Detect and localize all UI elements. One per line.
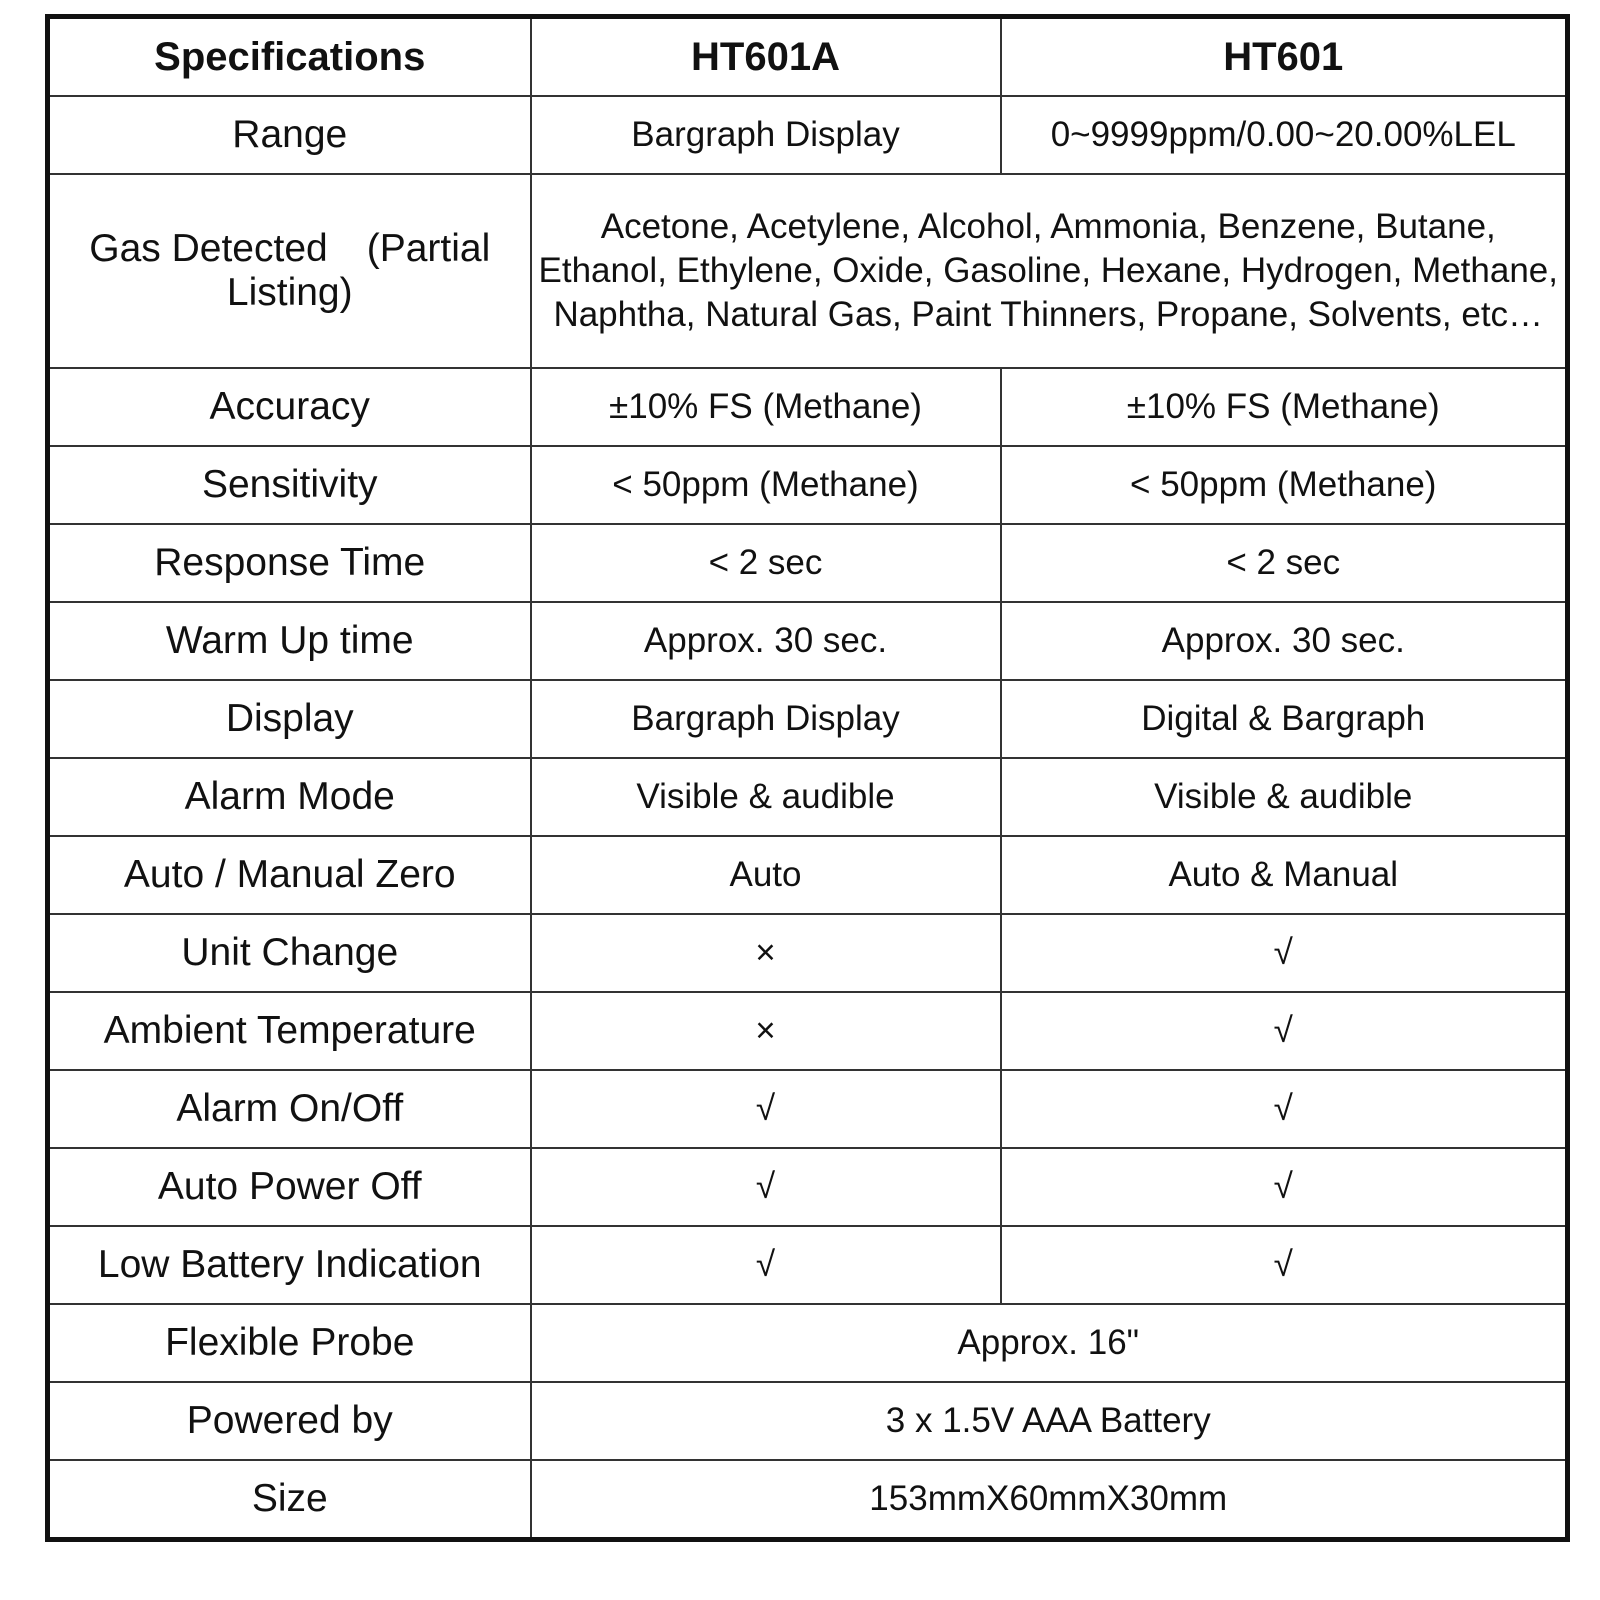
alarm-mode-ht601: Visible & audible (1001, 758, 1568, 836)
row-label-low-battery-indication: Low Battery Indication (48, 1226, 531, 1304)
ambient-temperature-ht601a-cross-icon: × (531, 992, 1001, 1070)
row-label-powered-by: Powered by (48, 1382, 531, 1460)
alarm-on-off-ht601a-check-icon: √ (531, 1070, 1001, 1148)
table-row-ambient-temperature (48, 992, 1568, 1070)
row-label-gas-detected: Gas Detected (Partial Listing) (48, 174, 531, 368)
row-label-flexible-probe: Flexible Probe (48, 1304, 531, 1382)
row-label-sensitivity: Sensitivity (48, 446, 531, 524)
range-ht601a: Bargraph Display (531, 96, 1001, 174)
row-label-size: Size (48, 1460, 531, 1540)
sensitivity-ht601: < 50ppm (Methane) (1001, 446, 1568, 524)
specifications-table (45, 14, 1570, 1542)
table-row-size (48, 1460, 1568, 1540)
range-ht601: 0~9999ppm/0.00~20.00%LEL (1001, 96, 1568, 174)
unit-change-ht601a-cross-icon: × (531, 914, 1001, 992)
table-row-response-time (48, 524, 1568, 602)
row-label-display: Display (48, 680, 531, 758)
size-value: 153mmX60mmX30mm (531, 1460, 1568, 1540)
row-label-response-time: Response Time (48, 524, 531, 602)
row-label-alarm-on-off: Alarm On/Off (48, 1070, 531, 1148)
warm-up-time-ht601a: Approx. 30 sec. (531, 602, 1001, 680)
table-row-low-battery-indication (48, 1226, 1568, 1304)
table-row-unit-change (48, 914, 1568, 992)
auto-power-off-ht601a-check-icon: √ (531, 1148, 1001, 1226)
table-row-alarm-mode (48, 758, 1568, 836)
table-row-alarm-on-off (48, 1070, 1568, 1148)
header-specifications: Specifications (48, 17, 531, 97)
accuracy-ht601: ±10% FS (Methane) (1001, 368, 1568, 446)
response-time-ht601a: < 2 sec (531, 524, 1001, 602)
gas-detected-list: Acetone, Acetylene, Alcohol, Ammonia, Benzene, Butane, Ethanol, Ethylene, Oxide, Gasoline, Hexane, Hydrogen, Methane, Naphtha, Natural Gas, Paint Thinners, Propane, Solvents, etc… (531, 174, 1568, 368)
table-row-accuracy (48, 368, 1568, 446)
table-row-sensitivity (48, 446, 1568, 524)
table-row-powered-by (48, 1382, 1568, 1460)
row-label-ambient-temperature: Ambient Temperature (48, 992, 531, 1070)
table-header-row (48, 17, 1568, 97)
alarm-mode-ht601a: Visible & audible (531, 758, 1001, 836)
table-row-range (48, 96, 1568, 174)
warm-up-time-ht601: Approx. 30 sec. (1001, 602, 1568, 680)
response-time-ht601: < 2 sec (1001, 524, 1568, 602)
ambient-temperature-ht601-check-icon: √ (1001, 992, 1568, 1070)
table-row-auto-power-off (48, 1148, 1568, 1226)
auto-manual-zero-ht601: Auto & Manual (1001, 836, 1568, 914)
flexible-probe-value: Approx. 16" (531, 1304, 1568, 1382)
table-row-display (48, 680, 1568, 758)
powered-by-value: 3 x 1.5V AAA Battery (531, 1382, 1568, 1460)
row-label-auto-power-off: Auto Power Off (48, 1148, 531, 1226)
unit-change-ht601-check-icon: √ (1001, 914, 1568, 992)
row-label-warm-up-time: Warm Up time (48, 602, 531, 680)
accuracy-ht601a: ±10% FS (Methane) (531, 368, 1001, 446)
low-battery-ht601-check-icon: √ (1001, 1226, 1568, 1304)
auto-manual-zero-ht601a: Auto (531, 836, 1001, 914)
auto-power-off-ht601-check-icon: √ (1001, 1148, 1568, 1226)
header-ht601: HT601 (1001, 17, 1568, 97)
row-label-alarm-mode: Alarm Mode (48, 758, 531, 836)
specifications-sheet (45, 14, 1565, 1542)
table-row-flexible-probe (48, 1304, 1568, 1382)
display-ht601a: Bargraph Display (531, 680, 1001, 758)
table-row-warm-up-time (48, 602, 1568, 680)
row-label-range: Range (48, 96, 531, 174)
table-row-gas-detected (48, 174, 1568, 368)
row-label-accuracy: Accuracy (48, 368, 531, 446)
table-row-auto-manual-zero (48, 836, 1568, 914)
low-battery-ht601a-check-icon: √ (531, 1226, 1001, 1304)
row-label-unit-change: Unit Change (48, 914, 531, 992)
header-ht601a: HT601A (531, 17, 1001, 97)
display-ht601: Digital & Bargraph (1001, 680, 1568, 758)
row-label-auto-manual-zero: Auto / Manual Zero (48, 836, 531, 914)
alarm-on-off-ht601-check-icon: √ (1001, 1070, 1568, 1148)
sensitivity-ht601a: < 50ppm (Methane) (531, 446, 1001, 524)
